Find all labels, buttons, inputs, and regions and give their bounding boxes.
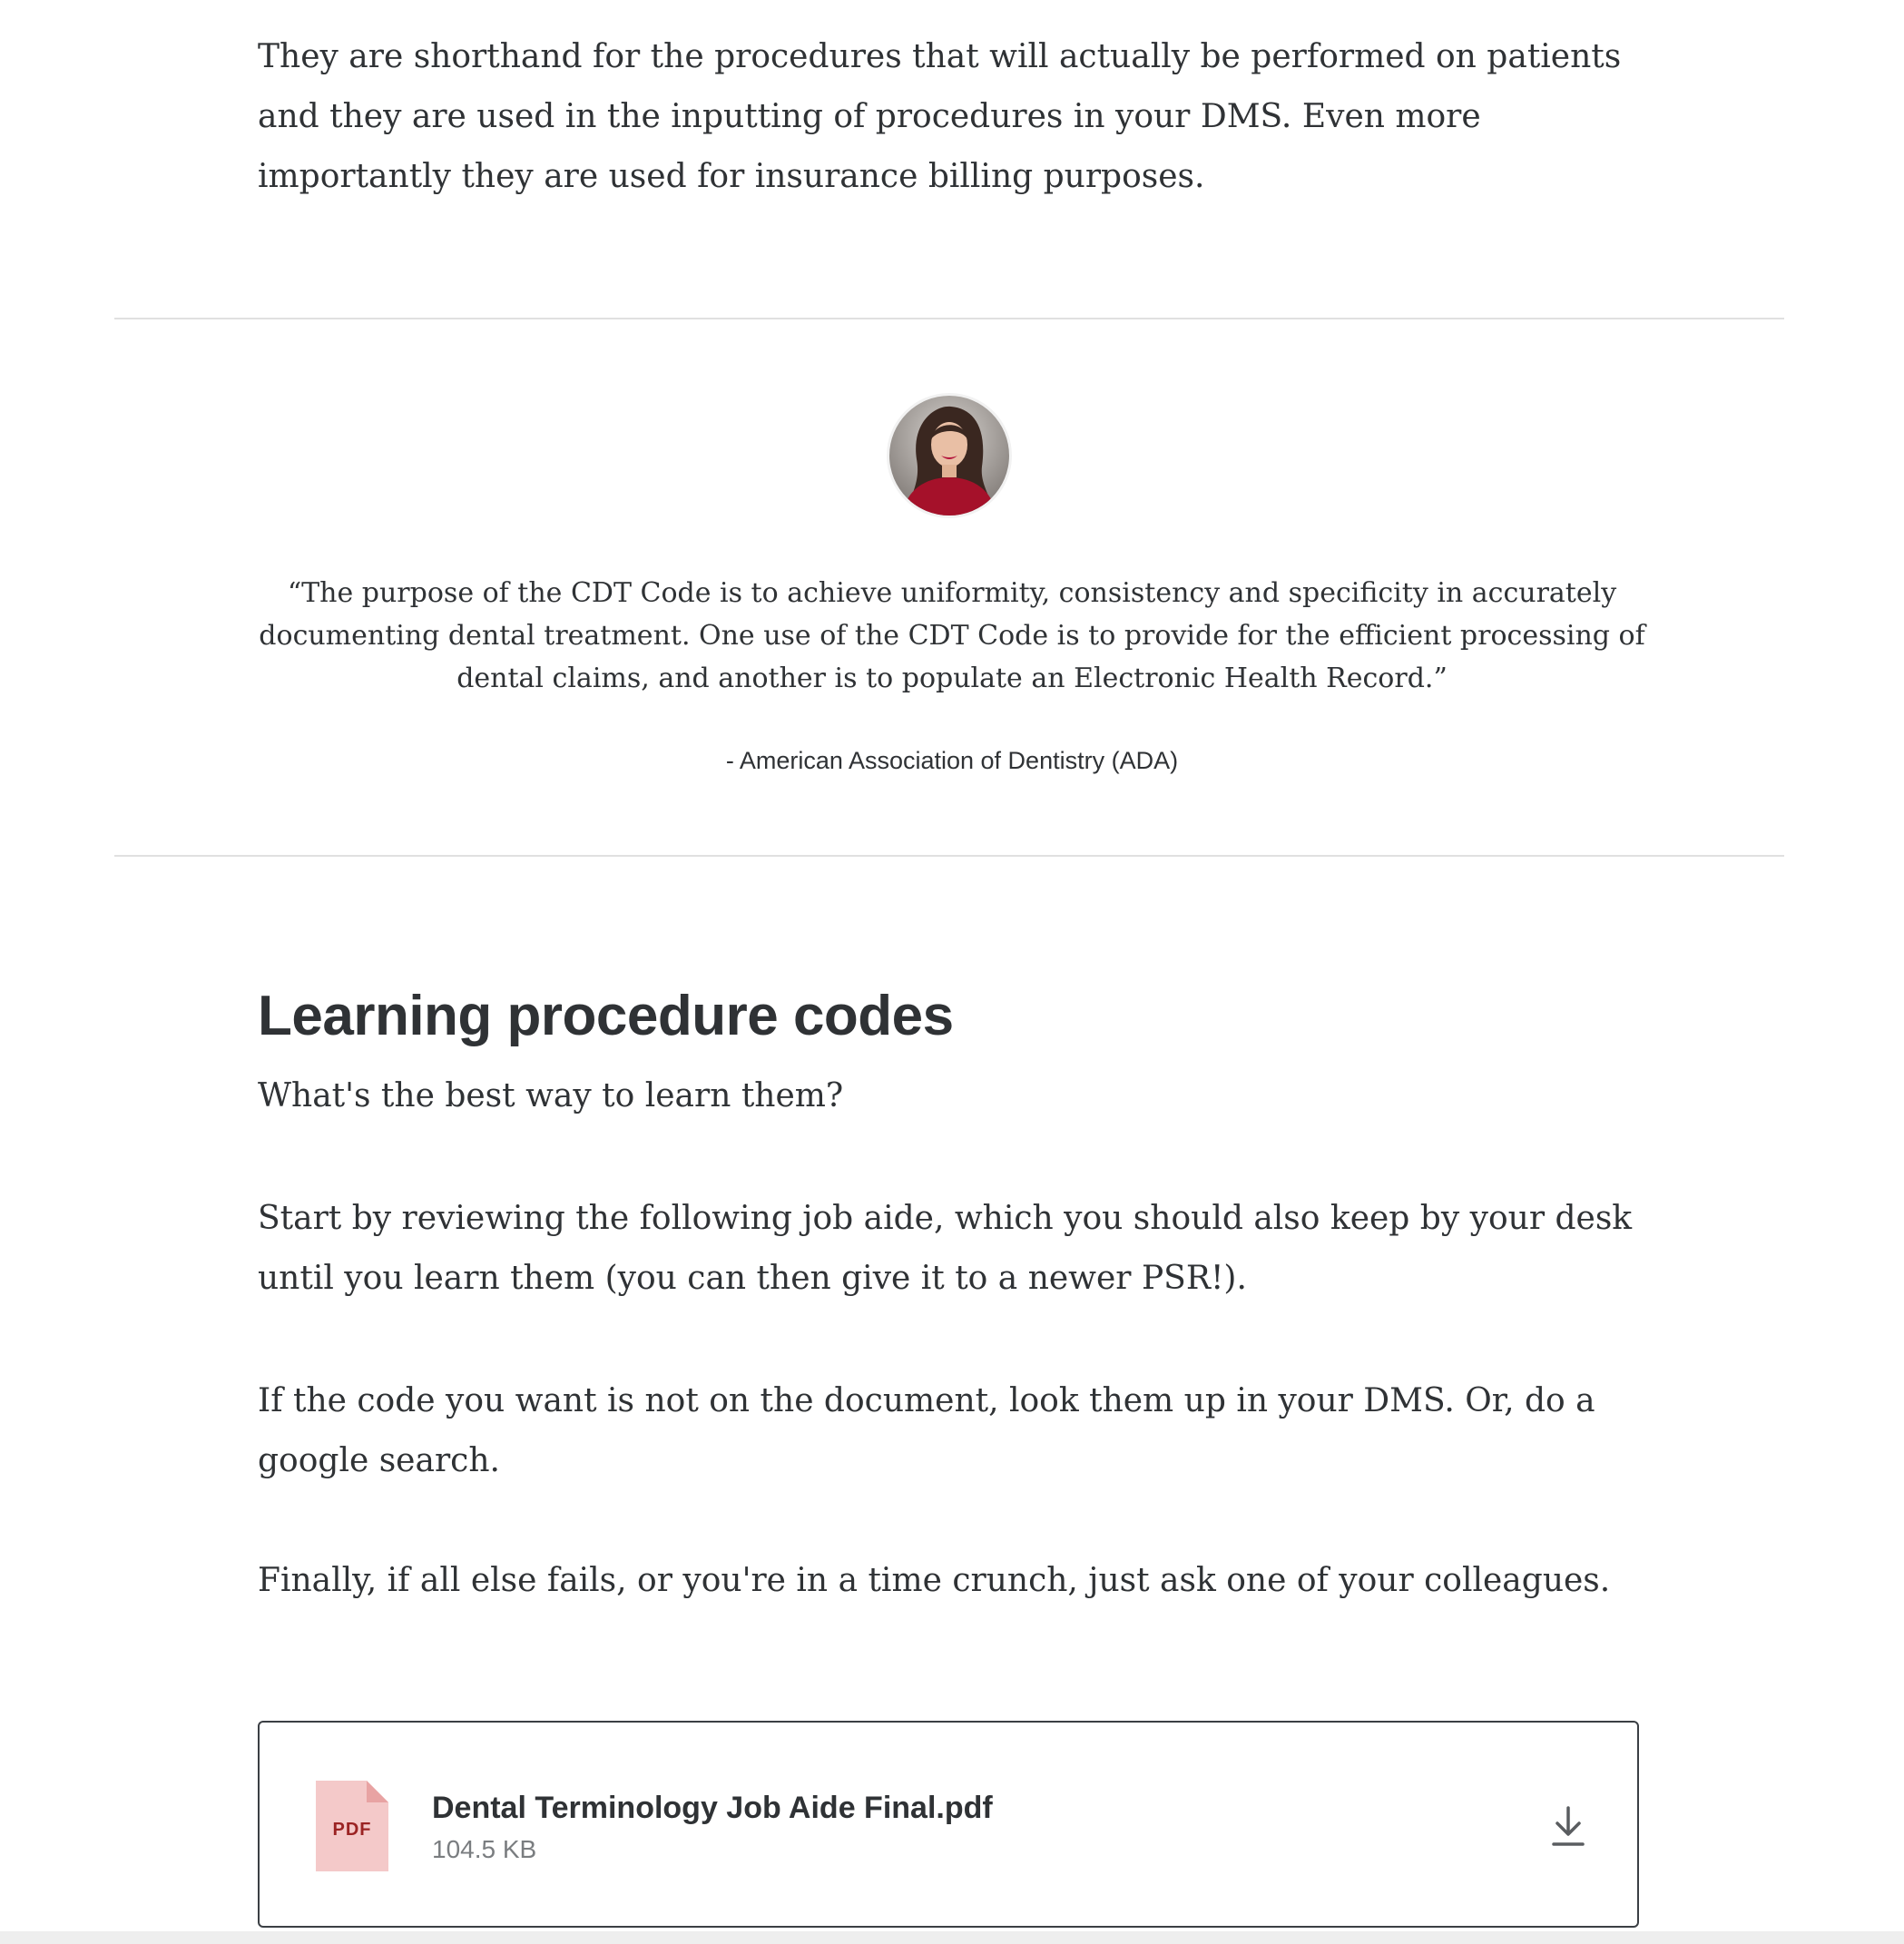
body-paragraph: Start by reviewing the following job aide, which you should also keep by your desk until you learn them (you can then give it to a newer PSR!).: [258, 1200, 1633, 1297]
author-avatar: [889, 396, 1009, 515]
quote-divider-bottom: [114, 855, 1784, 857]
section-subheading: What's the best way to learn them?: [258, 1077, 844, 1114]
body-paragraph: Finally, if all else fails, or you're in a time crunch, just ask one of your colleagues.: [258, 1562, 1611, 1599]
file-name[interactable]: Dental Terminology Job Aide Final.pdf: [432, 1791, 993, 1825]
body-paragraph: If the code you want is not on the document, look them up in your DMS. Or, do a google search.: [258, 1382, 1595, 1479]
section-heading: Learning procedure codes: [258, 985, 954, 1047]
file-attachment-card[interactable]: [258, 1721, 1639, 1928]
bottom-scroll-edge: [0, 1931, 1904, 1944]
pdf-file-icon: [316, 1781, 388, 1871]
person-avatar-icon: [889, 396, 1009, 515]
file-size: 104.5 KB: [432, 1835, 537, 1863]
quote-divider-top: [114, 318, 1784, 319]
intro-paragraph: They are shorthand for the procedures that will actually be performed on patients and they are used in the inputting of procedures in your DMS. Even more importantly they are used for insurance billing purposes.: [258, 38, 1622, 195]
pdf-icon-label: PDF: [332, 1820, 372, 1840]
quote-attribution: - American Association of Dentistry (ADA): [725, 747, 1179, 774]
quote-text: “The purpose of the CDT Code is to achieve uniformity, consistency and specificity in accurately documenting dental treatment. One use of the CDT Code is to provide for the efficient processing of dental claims, and another is to populate an Electronic Health Record.”: [259, 577, 1645, 694]
download-icon[interactable]: [1550, 1806, 1586, 1848]
